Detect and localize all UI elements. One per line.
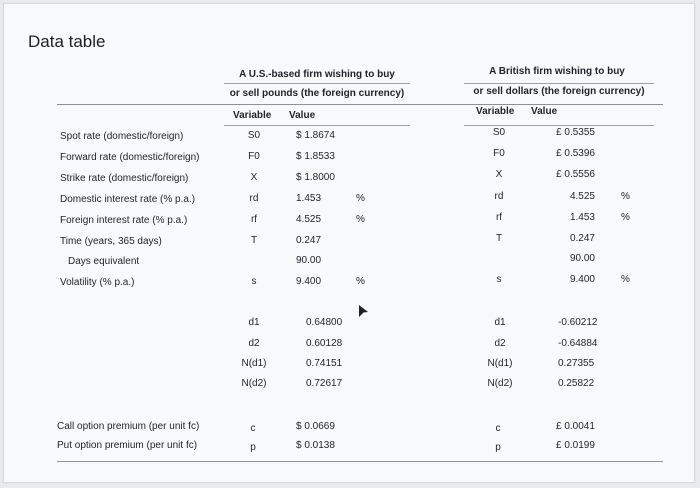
us-premium-value: $ 0.0138 bbox=[296, 440, 335, 451]
uk-premium-variable: p bbox=[495, 442, 501, 453]
uk-variable: s bbox=[496, 274, 502, 285]
us-value: $ 1.8674 bbox=[296, 130, 335, 141]
uk-premium-variable: c bbox=[495, 423, 501, 434]
row-label: Domestic interest rate (% p.a.) bbox=[60, 194, 196, 205]
us-d-value: 0.64800 bbox=[306, 317, 343, 328]
section-separator-bottom bbox=[57, 461, 663, 462]
us-d-label: N(d2) bbox=[241, 378, 267, 389]
uk-header-line2: or sell dollars (the foreign currency) bbox=[473, 86, 645, 97]
uk-unit: % bbox=[621, 274, 630, 285]
us-d-label: N(d1) bbox=[241, 358, 267, 369]
us-variable: X bbox=[250, 172, 258, 183]
uk-value: 9.400 bbox=[569, 274, 595, 285]
uk-header-line1: A British firm wishing to buy bbox=[489, 66, 625, 77]
section-separator-top bbox=[57, 104, 663, 105]
uk-col-value: Value bbox=[531, 106, 558, 117]
uk-variable: F0 bbox=[493, 148, 505, 159]
us-premium-variable: p bbox=[250, 442, 256, 453]
uk-unit: % bbox=[621, 212, 630, 223]
us-d-value: 0.74151 bbox=[306, 358, 343, 369]
us-header-line2: or sell pounds (the foreign currency) bbox=[229, 88, 405, 99]
row-label: Time (years, 365 days) bbox=[60, 236, 162, 247]
uk-d-label: d1 bbox=[494, 317, 506, 328]
us-col-value: Value bbox=[289, 110, 316, 121]
uk-variable: T bbox=[495, 233, 503, 244]
us-variable: rf bbox=[250, 214, 258, 225]
row-label: Foreign interest rate (% p.a.) bbox=[60, 215, 188, 226]
premium-label: Call option premium (per unit fc) bbox=[57, 421, 200, 432]
row-label: Volatility (% p.a.) bbox=[60, 277, 135, 288]
us-d-label: d2 bbox=[248, 338, 260, 349]
uk-value: 0.247 bbox=[569, 233, 595, 244]
mouse-pointer-icon bbox=[358, 304, 370, 318]
us-column-rule bbox=[224, 125, 410, 126]
us-variable: F0 bbox=[248, 151, 260, 162]
us-value: 0.247 bbox=[296, 235, 322, 246]
us-value: 9.400 bbox=[296, 276, 322, 287]
us-variable: S0 bbox=[247, 130, 261, 141]
uk-variable: rd bbox=[494, 191, 504, 202]
us-d-label: d1 bbox=[248, 317, 260, 328]
uk-d-value: -0.64884 bbox=[558, 338, 598, 349]
row-label: Forward rate (domestic/foreign) bbox=[60, 152, 200, 163]
uk-value: £ 0.5556 bbox=[556, 169, 595, 180]
us-header-line1: A U.S.-based firm wishing to buy bbox=[239, 69, 395, 80]
uk-value: 90.00 bbox=[569, 253, 595, 264]
uk-premium-value: £ 0.0041 bbox=[556, 421, 595, 432]
uk-premium-value: £ 0.0199 bbox=[556, 440, 595, 451]
premium-label: Put option premium (per unit fc) bbox=[57, 440, 198, 451]
us-variable: rd bbox=[249, 193, 259, 204]
row-label: Days equivalent bbox=[68, 256, 140, 267]
us-unit: % bbox=[356, 276, 365, 287]
uk-unit: % bbox=[621, 191, 630, 202]
uk-d-value: 0.27355 bbox=[558, 358, 595, 369]
us-d-value: 0.60128 bbox=[306, 338, 343, 349]
uk-value: 4.525 bbox=[569, 191, 595, 202]
uk-variable: S0 bbox=[492, 127, 506, 138]
us-value: $ 1.8533 bbox=[296, 151, 335, 162]
row-label: Strike rate (domestic/foreign) bbox=[60, 173, 189, 184]
uk-d-label: N(d1) bbox=[487, 358, 513, 369]
us-unit: % bbox=[356, 214, 365, 225]
us-variable: s bbox=[251, 276, 257, 287]
us-premium-variable: c bbox=[250, 423, 256, 434]
page-title: Data table bbox=[28, 32, 106, 51]
uk-col-variable: Variable bbox=[476, 106, 515, 117]
uk-value: £ 0.5396 bbox=[556, 148, 595, 159]
us-premium-value: $ 0.0669 bbox=[296, 421, 335, 432]
us-value: 1.453 bbox=[296, 193, 322, 204]
us-col-variable: Variable bbox=[233, 110, 272, 121]
us-d-value: 0.72617 bbox=[306, 378, 343, 389]
us-unit: % bbox=[356, 193, 365, 204]
uk-value: 1.453 bbox=[569, 212, 595, 223]
uk-header-rule bbox=[464, 83, 654, 84]
uk-d-label: N(d2) bbox=[487, 378, 513, 389]
uk-variable: X bbox=[495, 169, 503, 180]
us-value: 4.525 bbox=[296, 214, 322, 225]
uk-d-value: 0.25822 bbox=[558, 378, 595, 389]
uk-variable: rf bbox=[495, 212, 503, 223]
row-label: Spot rate (domestic/foreign) bbox=[60, 131, 184, 142]
uk-d-label: d2 bbox=[494, 338, 506, 349]
uk-value: £ 0.5355 bbox=[556, 127, 595, 138]
us-variable: T bbox=[250, 235, 258, 246]
us-header-rule bbox=[224, 83, 410, 84]
uk-d-value: -0.60212 bbox=[558, 317, 598, 328]
us-value: 90.00 bbox=[296, 255, 322, 266]
us-value: $ 1.8000 bbox=[296, 172, 335, 183]
uk-column-rule bbox=[464, 125, 654, 126]
